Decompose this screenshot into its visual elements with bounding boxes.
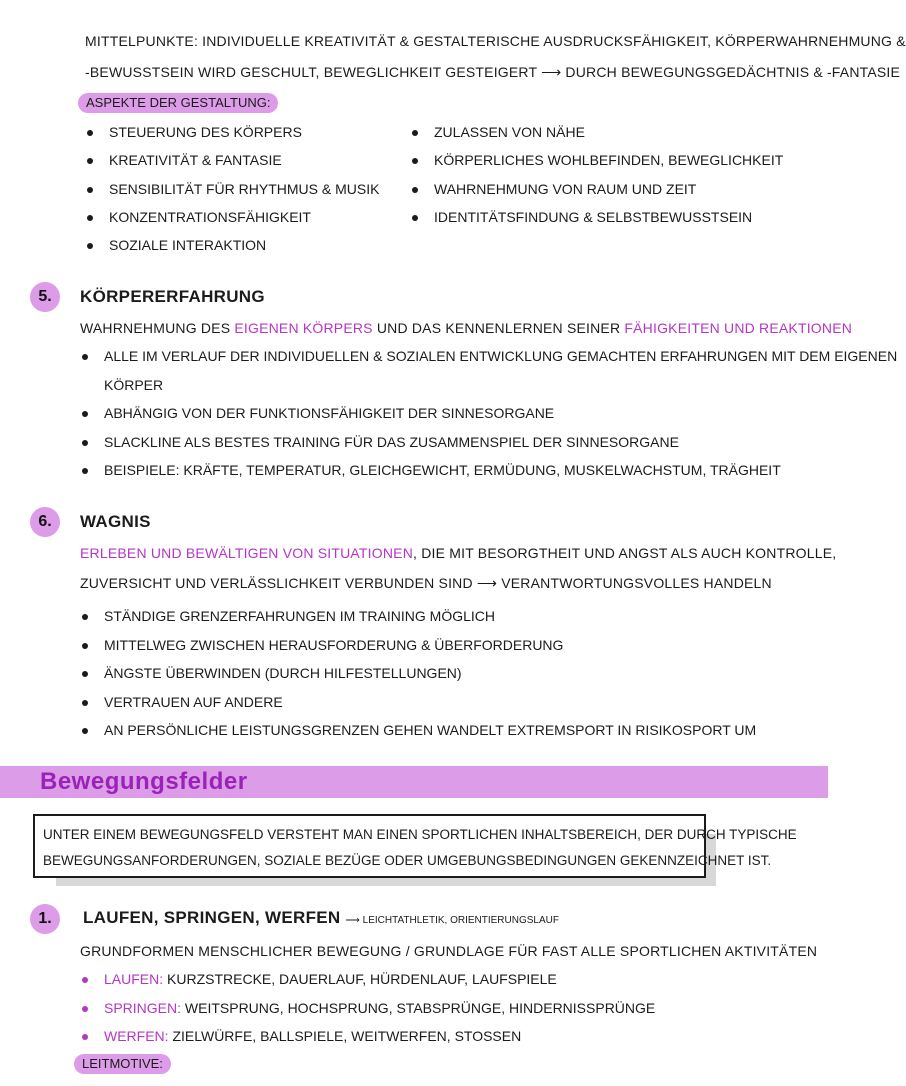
- bullet-icon: [412, 158, 418, 164]
- bullet-icon: [87, 243, 93, 249]
- bullet-icon: [412, 187, 418, 193]
- bullet-icon: [82, 440, 88, 446]
- list-item-continuation: KÖRPER: [104, 376, 164, 393]
- definition-line-1: UNTER EINEM BEWEGUNGSFELD VERSTEHT MAN EINEN SPORTLICHEN INHALTSBEREICH, DER DURCH TYPISCHE: [43, 827, 797, 842]
- bullet-icon: [82, 728, 88, 734]
- list-item: VERTRAUEN AUF ANDERE: [80, 692, 756, 712]
- bullet-icon: [82, 671, 88, 677]
- list-item: WAHRNEHMUNG VON RAUM UND ZEIT: [410, 179, 783, 199]
- band-title: Bewegungsfelder: [40, 768, 248, 795]
- aspects-left-list: [85, 122, 379, 263]
- list-item: ABHÄNGIG VON DER FUNKTIONSFÄHIGKEIT DER SINNESORGANE: [80, 403, 897, 423]
- section-5-number: 5.: [30, 282, 60, 312]
- bullet-icon: [82, 1006, 88, 1012]
- bullet-icon: [82, 643, 88, 649]
- list-item: ÄNGSTE ÜBERWINDEN (DURCH HILFESTELLUNGEN): [80, 663, 756, 683]
- list-item: SPRINGEN: WEITSPRUNG, HOCHSPRUNG, STABSPRÜNGE, HINDERNISSPRÜNGE: [80, 998, 655, 1018]
- section-1-list: [80, 969, 655, 1055]
- leitmotive-label: LEITMOTIVE:: [74, 1054, 171, 1074]
- list-item: KÖRPERLICHES WOHLBEFINDEN, BEWEGLICHKEIT: [410, 150, 783, 170]
- intro-line-2: -BEWUSSTSEIN WIRD GESCHULT, BEWEGLICHKEIT GESTEIGERT ⟶ DURCH BEWEGUNGSGEDÄCHTNIS & -FANTASIE: [85, 64, 901, 80]
- section-1-number: 1.: [30, 904, 60, 934]
- list-item: KREATIVITÄT & FANTASIE: [85, 150, 379, 170]
- bullet-icon: [82, 1034, 88, 1040]
- list-item: BEISPIELE: KRÄFTE, TEMPERATUR, GLEICHGEWICHT, ERMÜDUNG, MUSKELWACHSTUM, TRÄGHEIT: [80, 460, 897, 480]
- section-5-intro: WAHRNEHMUNG DES EIGENEN KÖRPERS UND DAS KENNENLERNEN SEINER FÄHIGKEITEN UND REAKTIONEN: [80, 320, 853, 336]
- definition-line-2: BEWEGUNGSANFORDERUNGEN, SOZIALE BEZÜGE ODER UMGEBUNGSBEDINGUNGEN GEKENNZEICHNET IST.: [43, 853, 772, 868]
- bullet-icon: [82, 354, 88, 360]
- list-item: SLACKLINE ALS BESTES TRAINING FÜR DAS ZUSAMMENSPIEL DER SINNESORGANE: [80, 432, 897, 452]
- bullet-icon: [412, 215, 418, 221]
- list-item: WERFEN: ZIELWÜRFE, BALLSPIELE, WEITWERFEN, STOSSEN: [80, 1026, 655, 1046]
- intro-line-1: MITTELPUNKTE: INDIVIDUELLE KREATIVITÄT & GESTALTERISCHE AUSDRUCKSFÄHIGKEIT, KÖRPERWAHRNEHMUNG &: [85, 33, 906, 49]
- aspects-label: ASPEKTE DER GESTALTUNG:: [78, 93, 278, 113]
- bullet-icon: [82, 700, 88, 706]
- bullet-icon: [412, 130, 418, 136]
- list-item: STÄNDIGE GRENZERFAHRUNGEN IM TRAINING MÖGLICH: [80, 606, 756, 626]
- bullet-icon: [82, 977, 88, 983]
- bullet-icon: [87, 158, 93, 164]
- section-band: [0, 766, 828, 798]
- bullet-icon: [82, 411, 88, 417]
- aspects-right-list: [410, 122, 783, 235]
- section-6-title: WAGNIS: [80, 512, 151, 531]
- section-1-title: LAUFEN, SPRINGEN, WERFEN ⟶ LEICHTATHLETIK, ORIENTIERUNGSLAUF: [83, 908, 559, 927]
- list-item: ZULASSEN VON NÄHE: [410, 122, 783, 142]
- list-item: LAUFEN: KURZSTRECKE, DAUERLAUF, HÜRDENLAUF, LAUFSPIELE: [80, 969, 655, 989]
- section-5-title: KÖRPERERFAHRUNG: [80, 287, 265, 306]
- section-6-list: [80, 606, 756, 749]
- section-1-note: ⟶ LEICHTATHLETIK, ORIENTIERUNGSLAUF: [345, 915, 559, 926]
- section-6-intro-line-2: ZUVERSICHT UND VERLÄSSLICHKEIT VERBUNDEN SIND ⟶ VERANTWORTUNGSVOLLES HANDELN: [80, 575, 772, 591]
- section-6-intro-line-1: ERLEBEN UND BEWÄLTIGEN VON SITUATIONEN, DIE MIT BESORGTHEIT UND ANGST ALS AUCH KONTROLLE,: [80, 545, 837, 561]
- list-item: KONZENTRATIONSFÄHIGKEIT: [85, 207, 379, 227]
- list-item: MITTELWEG ZWISCHEN HERAUSFORDERUNG & ÜBERFORDERUNG: [80, 635, 756, 655]
- list-item: SENSIBILITÄT FÜR RHYTHMUS & MUSIK: [85, 179, 379, 199]
- section-1-intro: GRUNDFORMEN MENSCHLICHER BEWEGUNG / GRUNDLAGE FÜR FAST ALLE SPORTLICHEN AKTIVITÄTEN: [80, 943, 818, 959]
- bullet-icon: [87, 130, 93, 136]
- bullet-icon: [87, 187, 93, 193]
- section-6-number: 6.: [30, 507, 60, 537]
- list-item: AN PERSÖNLICHE LEISTUNGSGRENZEN GEHEN WANDELT EXTREMSPORT IN RISIKOSPORT UM: [80, 720, 756, 740]
- list-item: SOZIALE INTERAKTION: [85, 235, 379, 255]
- bullet-icon: [82, 468, 88, 474]
- bullet-icon: [87, 215, 93, 221]
- definition-box: [33, 814, 797, 878]
- section-5-list: [80, 346, 897, 489]
- list-item: IDENTITÄTSFINDUNG & SELBSTBEWUSSTSEIN: [410, 207, 783, 227]
- bullet-icon: [82, 614, 88, 620]
- list-item: STEUERUNG DES KÖRPERS: [85, 122, 379, 142]
- list-item: ALLE IM VERLAUF DER INDIVIDUELLEN & SOZIALEN ENTWICKLUNG GEMACHTEN ERFAHRUNGEN MIT DEM EIGENEN: [80, 346, 897, 366]
